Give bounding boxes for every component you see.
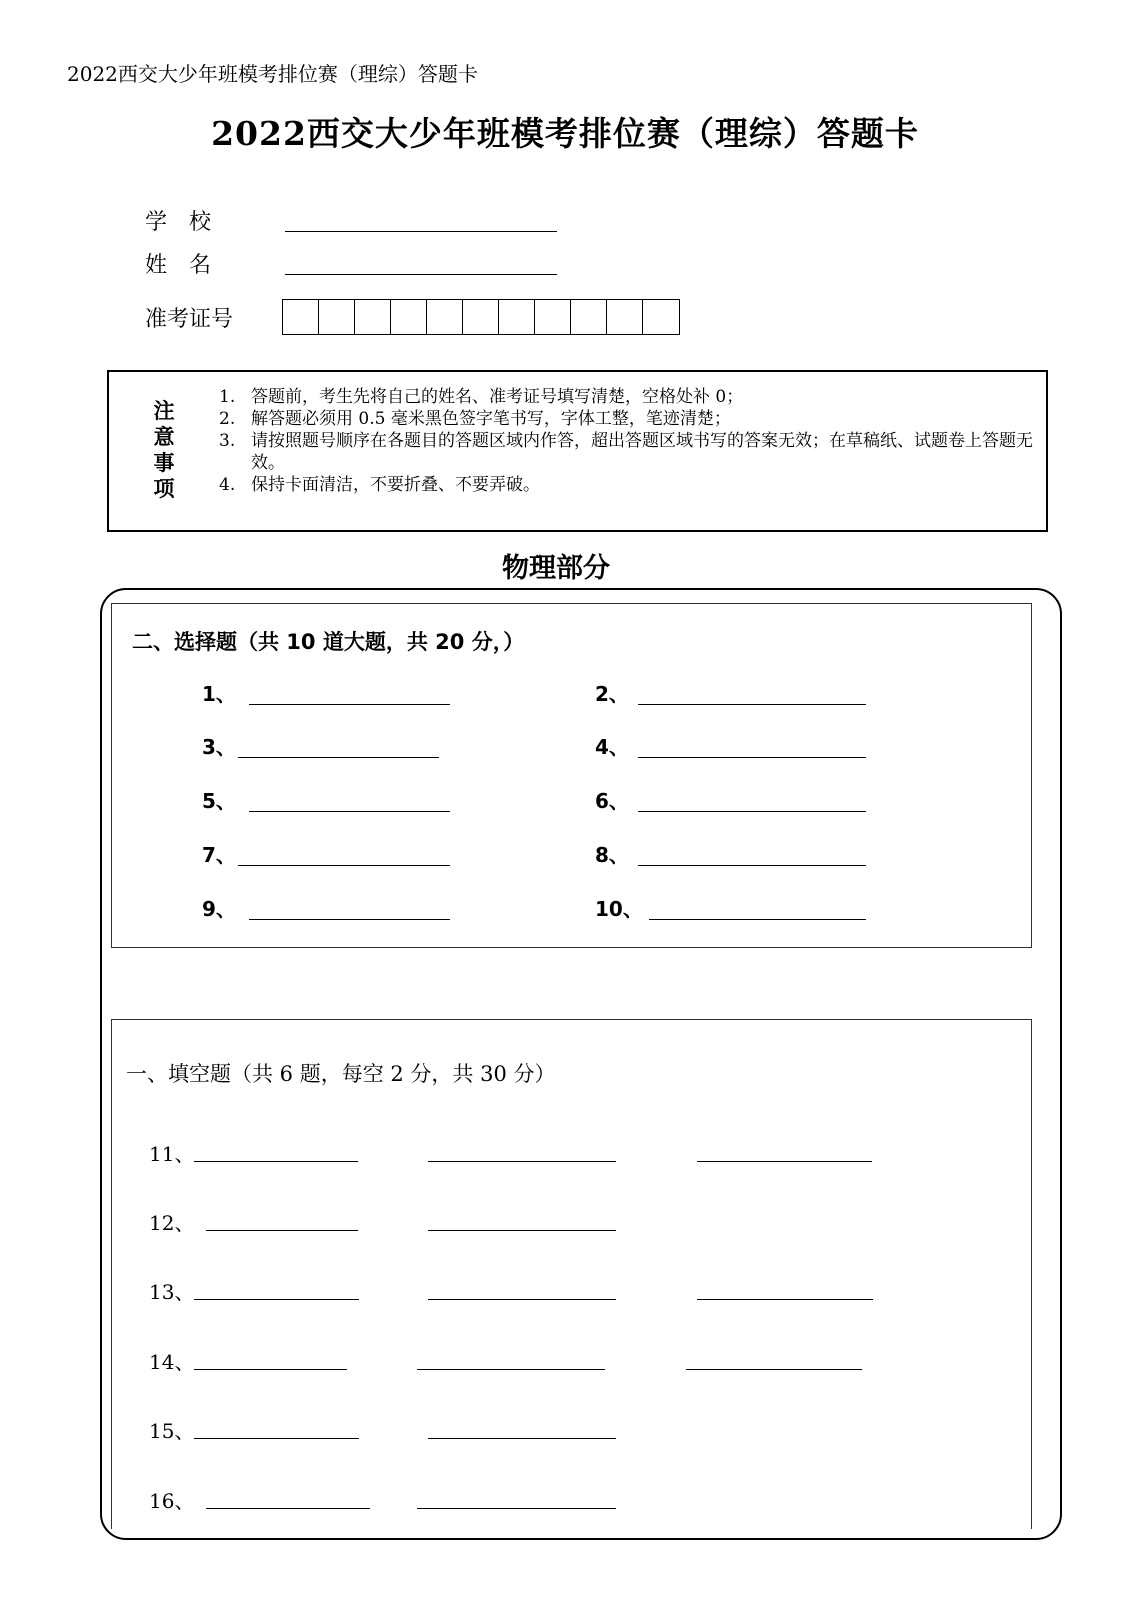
notice-title-char: 事 [153, 451, 175, 475]
name-input-line[interactable] [285, 274, 557, 275]
answer-line[interactable] [686, 1369, 862, 1370]
school-label: 学 校 [145, 210, 212, 235]
exam-id-cell[interactable] [607, 300, 643, 334]
answer-line[interactable] [697, 1161, 872, 1162]
notice-title-char: 注 [153, 399, 175, 423]
notice-item-number: 4. [219, 475, 236, 495]
notice-item-number: 1. [219, 387, 236, 407]
question-number: 14、 [149, 1350, 195, 1374]
answer-line[interactable] [194, 1299, 359, 1300]
answer-line[interactable] [638, 704, 866, 705]
question-number: 15、 [149, 1419, 195, 1443]
section-title: 物理部分 [502, 553, 610, 584]
answer-line[interactable] [428, 1230, 616, 1231]
notice-item-text: 解答题必须用 0.5 毫米黑色签字笔书写，字体工整，笔迹清楚； [251, 409, 731, 429]
answer-line[interactable] [249, 704, 450, 705]
running-header: 2022西交大少年班模考排位赛（理综）答题卡 [67, 62, 478, 86]
question-number: 6、 [595, 789, 629, 813]
exam-id-cell[interactable] [355, 300, 391, 334]
answer-line[interactable] [428, 1438, 616, 1439]
notice-item [219, 408, 1034, 430]
question-number: 8、 [595, 843, 629, 867]
notice-title-char: 意 [153, 425, 175, 449]
question-number: 5、 [202, 789, 236, 813]
answer-line[interactable] [194, 1369, 347, 1370]
exam-id-cell[interactable] [535, 300, 571, 334]
answer-line[interactable] [194, 1438, 359, 1439]
answer-line[interactable] [417, 1369, 605, 1370]
notice-box [107, 370, 1048, 532]
exam-id-grid [282, 299, 680, 335]
answer-line[interactable] [249, 919, 450, 920]
exam-id-cell[interactable] [391, 300, 427, 334]
answer-line[interactable] [206, 1508, 370, 1509]
answer-line[interactable] [638, 865, 866, 866]
fill-in-box [111, 1019, 1032, 1529]
question-number: 11、 [149, 1142, 195, 1166]
question-number: 9、 [202, 897, 236, 921]
answer-line[interactable] [697, 1299, 873, 1300]
exam-id-cell[interactable] [571, 300, 607, 334]
multiple-choice-title: 二、选择题（共 10 道大题，共 20 分，） [132, 630, 525, 654]
exam-id-cell[interactable] [283, 300, 319, 334]
notice-item-text: 保持卡面清洁，不要折叠、不要弄破。 [251, 475, 540, 495]
exam-id-cell[interactable] [427, 300, 463, 334]
exam-id-cell[interactable] [499, 300, 535, 334]
answer-line[interactable] [238, 757, 439, 758]
notice-item-number: 3. [219, 431, 236, 451]
notice-item-number: 2. [219, 409, 236, 429]
answer-line[interactable] [638, 757, 866, 758]
answer-line[interactable] [428, 1299, 616, 1300]
answer-line[interactable] [428, 1161, 616, 1162]
question-number: 4、 [595, 735, 629, 759]
answer-line[interactable] [417, 1508, 616, 1509]
answer-line[interactable] [194, 1161, 358, 1162]
notice-item [219, 430, 1034, 474]
question-number: 10、 [595, 897, 643, 921]
fill-in-title: 一、填空题（共 6 题，每空 2 分，共 30 分） [126, 1062, 556, 1086]
question-number: 1、 [202, 682, 236, 706]
question-number: 2、 [595, 682, 629, 706]
question-number: 16、 [149, 1489, 195, 1513]
exam-id-cell[interactable] [463, 300, 499, 334]
page-title: 2022西交大少年班模考排位赛（理综）答题卡 [211, 114, 919, 153]
notice-item-text: 答题前，考生先将自己的姓名、准考证号填写清楚，空格处补 0； [251, 387, 744, 407]
answer-line[interactable] [649, 919, 866, 920]
notice-item-text: 请按照题号顺序在各题目的答题区域内作答，超出答题区域书写的答案无效；在草稿纸、试题卷上答题无效。 [251, 431, 1033, 473]
school-input-line[interactable] [285, 231, 557, 232]
exam-id-cell[interactable] [643, 300, 679, 334]
notice-title-char: 项 [153, 477, 175, 501]
name-label: 姓 名 [145, 253, 212, 278]
answer-line[interactable] [238, 865, 450, 866]
question-number: 7、 [202, 843, 236, 867]
notice-list [219, 386, 1034, 496]
answer-line[interactable] [249, 811, 450, 812]
notice-item [219, 474, 1034, 496]
notice-title [149, 398, 179, 502]
exam-id-label: 准考证号 [145, 307, 234, 332]
answer-line[interactable] [206, 1230, 358, 1231]
multiple-choice-box [111, 603, 1032, 948]
question-number: 13、 [149, 1280, 195, 1304]
exam-id-cell[interactable] [319, 300, 355, 334]
answer-line[interactable] [638, 811, 866, 812]
question-number: 12、 [149, 1211, 195, 1235]
question-number: 3、 [202, 735, 236, 759]
notice-item [219, 386, 1034, 408]
